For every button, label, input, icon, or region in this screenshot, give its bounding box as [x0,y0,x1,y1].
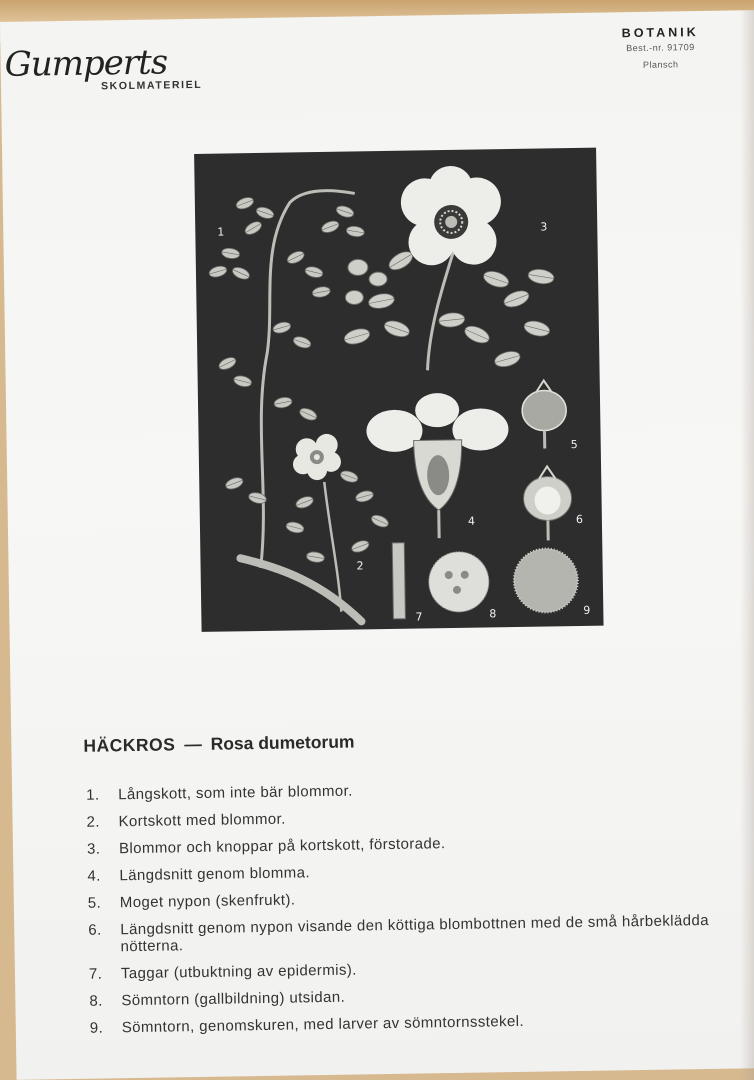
flower-section [366,392,510,539]
legend-number: 7. [88,965,103,983]
rose-illustration [194,148,603,632]
long-shoot-stem [255,190,361,568]
legend-item [90,1009,754,1037]
long-shoot-leaves [207,194,370,506]
label-4: 4 [467,514,476,528]
thorn-stem [392,543,405,619]
legend-number: 4. [87,867,101,885]
legend-text: Långskott, som inte bär blommor. [118,782,353,804]
legend-number: 2. [86,813,101,831]
large-rose-flower [400,165,502,266]
legend-number: 6. [88,921,102,939]
hip-section [523,466,572,541]
label-6: 6 [575,512,583,527]
label-7: 7 [415,610,423,624]
legend-text: Längdsnitt genom blomma. [119,864,311,885]
illustration-plate [194,148,603,632]
legend-number: 3. [86,840,101,858]
legend-item [86,776,754,804]
label-8: 8 [489,607,497,621]
document-type: Plansch [642,59,679,70]
botanical-plate-sheet [0,10,754,1080]
legend-list [86,776,754,1047]
legend-text: Längdsnitt genom nypon visande den köttiga blombottnen med de små hårbeklädda nötterna. [120,911,710,956]
gall-section [513,548,578,613]
gall-outside [428,551,489,612]
common-name: HÄCKROS [83,734,176,756]
catalog-info [590,25,731,71]
legend-text: Blommor och knoppar på kortskott, förstorade. [118,835,446,858]
label-2: 2 [356,559,364,573]
legend-item [88,884,754,912]
label-1: 1 [217,225,225,239]
label-5: 5 [570,437,578,452]
thorny-branch [240,556,364,623]
subject-label: BOTANIK [621,25,699,41]
legend-number: 5. [87,894,102,912]
legend-item [86,803,754,831]
legend-item [89,955,754,983]
legend-number: 9. [89,1019,104,1037]
paper-edge-shadow [740,10,754,1080]
label-9: 9 [583,603,591,617]
species-title [83,732,354,757]
legend-text: Sömntorn (gallbildning) utsidan. [121,988,346,1010]
legend-item [87,830,754,858]
legend-text: Kortskott med blommor. [118,810,286,831]
legend-text: Sömntorn, genomskuren, med larver av sömntornsstekel. [121,1012,525,1037]
legend-text: Taggar (utbuktning av epidermis). [120,961,357,983]
ripe-hip [522,380,567,449]
title-separator: — [184,733,202,755]
logo-subtitle: SKOLMATERIEL [100,78,203,93]
latin-name: Rosa dumetorum [210,731,355,754]
legend-text: Moget nypon (skenfrukt). [119,891,296,912]
publisher-logo [4,42,203,93]
label-3: 3 [540,220,548,234]
small-flower [293,434,342,481]
legend-number: 8. [89,992,103,1010]
legend-number: 1. [86,786,100,804]
legend-item [89,982,754,1010]
legend-item [88,911,754,956]
order-number: Best.-nr. 91709 [626,42,695,54]
short-shoot-leaves [284,468,391,564]
logo-script: Gumperts [4,42,168,85]
legend-item [87,857,754,885]
